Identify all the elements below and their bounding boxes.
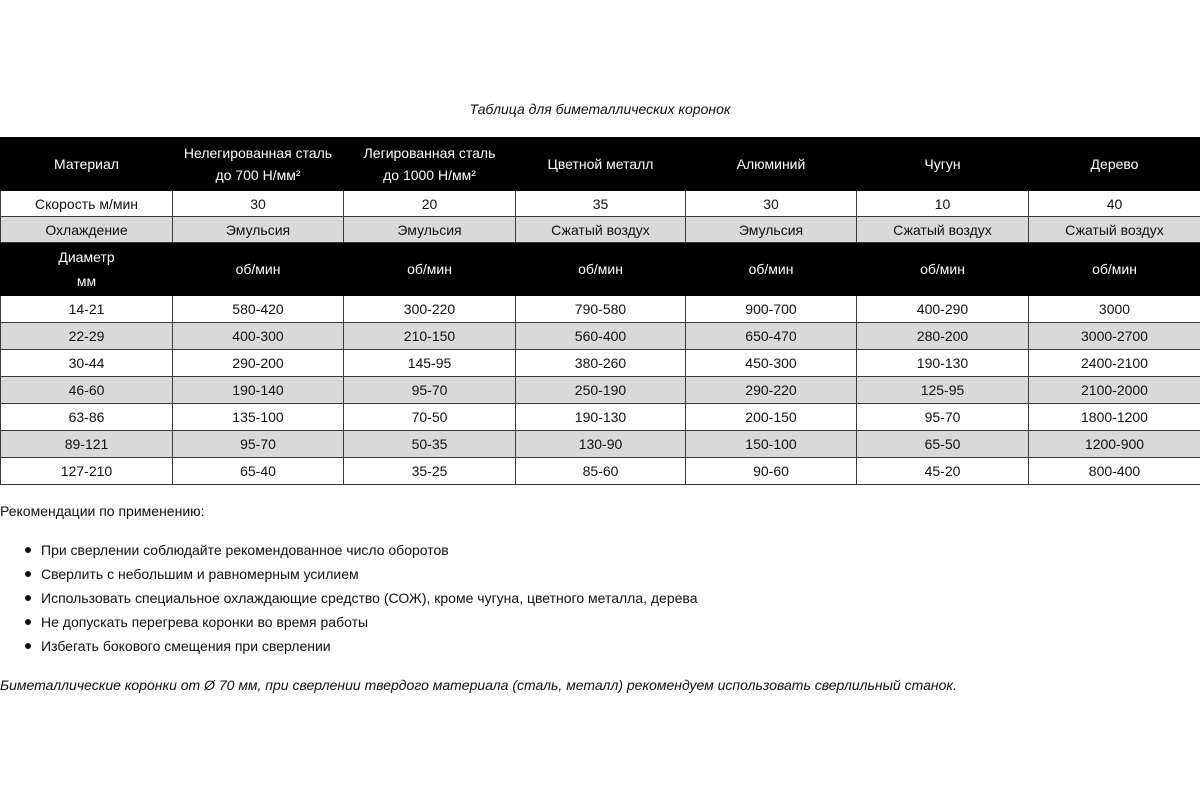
list-item [0, 564, 697, 588]
rpm-cell: 560-400 [516, 323, 686, 350]
rpm-cell: 65-40 [173, 458, 344, 485]
list-item [0, 540, 697, 564]
diameter-label-cell: Диаметр мм [1, 243, 173, 296]
speed-label-cell: Скорость м/мин [1, 191, 173, 217]
list-item-text: Избегать бокового смещения при сверлении [41, 638, 331, 654]
list-item [0, 636, 697, 660]
material-header-cell: Цветной металл [516, 138, 686, 191]
bullet-icon [25, 547, 31, 553]
rpm-cell: 95-70 [857, 404, 1029, 431]
list-item [0, 612, 697, 636]
material-header-cell: Чугун [857, 138, 1029, 191]
material-header-row [1, 138, 1200, 191]
rpm-unit-cell: об/мин [344, 243, 516, 296]
rpm-cell: 35-25 [344, 458, 516, 485]
bullet-icon [25, 571, 31, 577]
rpm-unit-cell: об/мин [516, 243, 686, 296]
bullet-icon [25, 643, 31, 649]
speed-value-cell: 40 [1029, 191, 1200, 217]
rpm-cell: 130-90 [516, 431, 686, 458]
cooling-value-cell: Сжатый воздух [1029, 217, 1200, 243]
rpm-cell: 190-130 [857, 350, 1029, 377]
rpm-cell: 135-100 [173, 404, 344, 431]
drilling-note: Биметаллические коронки от Ø 70 мм, при сверлении твердого материала (сталь, металл) рекомендуем использовать сверлильный станок. [0, 677, 957, 693]
material-header-cell: Легированная сталь до 1000 Н/мм² [344, 138, 516, 191]
diameter-cell: 46-60 [1, 377, 173, 404]
material-header-cell: Нелегированная сталь до 700 Н/мм² [173, 138, 344, 191]
rpm-cell: 210-150 [344, 323, 516, 350]
diameter-cell: 22-29 [1, 323, 173, 350]
speed-value-cell: 35 [516, 191, 686, 217]
rpm-cell: 50-35 [344, 431, 516, 458]
rpm-cell: 290-220 [686, 377, 857, 404]
rpm-cell: 1200-900 [1029, 431, 1200, 458]
rpm-cell: 125-95 [857, 377, 1029, 404]
rpm-cell: 3000-2700 [1029, 323, 1200, 350]
rpm-cell: 400-300 [173, 323, 344, 350]
rpm-cell: 190-140 [173, 377, 344, 404]
material-header-cell: Алюминий [686, 138, 857, 191]
cooling-row [1, 217, 1200, 243]
speed-value-cell: 10 [857, 191, 1029, 217]
rpm-cell: 150-100 [686, 431, 857, 458]
cooling-value-cell: Эмульсия [173, 217, 344, 243]
rpm-cell: 200-150 [686, 404, 857, 431]
rpm-cell: 800-400 [1029, 458, 1200, 485]
rpm-cell: 190-130 [516, 404, 686, 431]
cooling-value-cell: Эмульсия [344, 217, 516, 243]
rpm-cell: 1800-1200 [1029, 404, 1200, 431]
rpm-unit-cell: об/мин [686, 243, 857, 296]
cooling-label-cell: Охлаждение [1, 217, 173, 243]
rpm-cell: 65-50 [857, 431, 1029, 458]
diameter-cell: 127-210 [1, 458, 173, 485]
rpm-cell: 85-60 [516, 458, 686, 485]
rpm-cell: 400-290 [857, 296, 1029, 323]
rpm-cell: 580-420 [173, 296, 344, 323]
rpm-cell: 2400-2100 [1029, 350, 1200, 377]
table-row [1, 323, 1200, 350]
bullet-icon [25, 619, 31, 625]
table-row [1, 431, 1200, 458]
rpm-cell: 290-200 [173, 350, 344, 377]
cooling-value-cell: Сжатый воздух [857, 217, 1029, 243]
recommendations-title: Рекомендации по применению: [0, 503, 205, 519]
list-item-text: При сверлении соблюдайте рекомендованное число оборотов [41, 542, 449, 558]
material-header-cell: Дерево [1029, 138, 1200, 191]
cooling-value-cell: Эмульсия [686, 217, 857, 243]
table-caption: Таблица для биметаллических коронок [469, 101, 731, 117]
rpm-unit-cell: об/мин [1029, 243, 1200, 296]
rpm-cell: 3000 [1029, 296, 1200, 323]
diameter-header-row [1, 243, 1200, 296]
table-row [1, 404, 1200, 431]
rpm-unit-cell: об/мин [857, 243, 1029, 296]
speed-row [1, 191, 1200, 217]
speed-value-cell: 20 [344, 191, 516, 217]
list-item-text: Не допускать перегрева коронки во время работы [41, 614, 369, 630]
cooling-value-cell: Сжатый воздух [516, 217, 686, 243]
diameter-cell: 30-44 [1, 350, 173, 377]
diameter-cell: 63-86 [1, 404, 173, 431]
material-label-cell: Материал [1, 138, 173, 191]
rpm-cell: 45-20 [857, 458, 1029, 485]
rpm-cell: 2100-2000 [1029, 377, 1200, 404]
speed-value-cell: 30 [686, 191, 857, 217]
drill-speed-table [0, 137, 1200, 485]
bullet-icon [25, 595, 31, 601]
rpm-cell: 145-95 [344, 350, 516, 377]
rpm-unit-cell: об/мин [173, 243, 344, 296]
rpm-data-body [1, 296, 1200, 485]
rpm-cell: 95-70 [173, 431, 344, 458]
recommendations-list [0, 540, 697, 660]
list-item-text: Сверлить с небольшим и равномерным усилием [41, 566, 359, 582]
rpm-cell: 450-300 [686, 350, 857, 377]
rpm-cell: 250-190 [516, 377, 686, 404]
speed-value-cell: 30 [173, 191, 344, 217]
diameter-cell: 14-21 [1, 296, 173, 323]
table-row [1, 377, 1200, 404]
diameter-cell: 89-121 [1, 431, 173, 458]
list-item [0, 588, 697, 612]
rpm-cell: 95-70 [344, 377, 516, 404]
rpm-cell: 300-220 [344, 296, 516, 323]
rpm-cell: 280-200 [857, 323, 1029, 350]
rpm-cell: 900-700 [686, 296, 857, 323]
rpm-cell: 70-50 [344, 404, 516, 431]
rpm-cell: 650-470 [686, 323, 857, 350]
table-row [1, 350, 1200, 377]
rpm-cell: 790-580 [516, 296, 686, 323]
rpm-cell: 380-260 [516, 350, 686, 377]
rpm-cell: 90-60 [686, 458, 857, 485]
table-row [1, 458, 1200, 485]
list-item-text: Использовать специальное охлаждающие средство (СОЖ), кроме чугуна, цветного металла, дерева [41, 590, 698, 606]
table-row [1, 296, 1200, 323]
